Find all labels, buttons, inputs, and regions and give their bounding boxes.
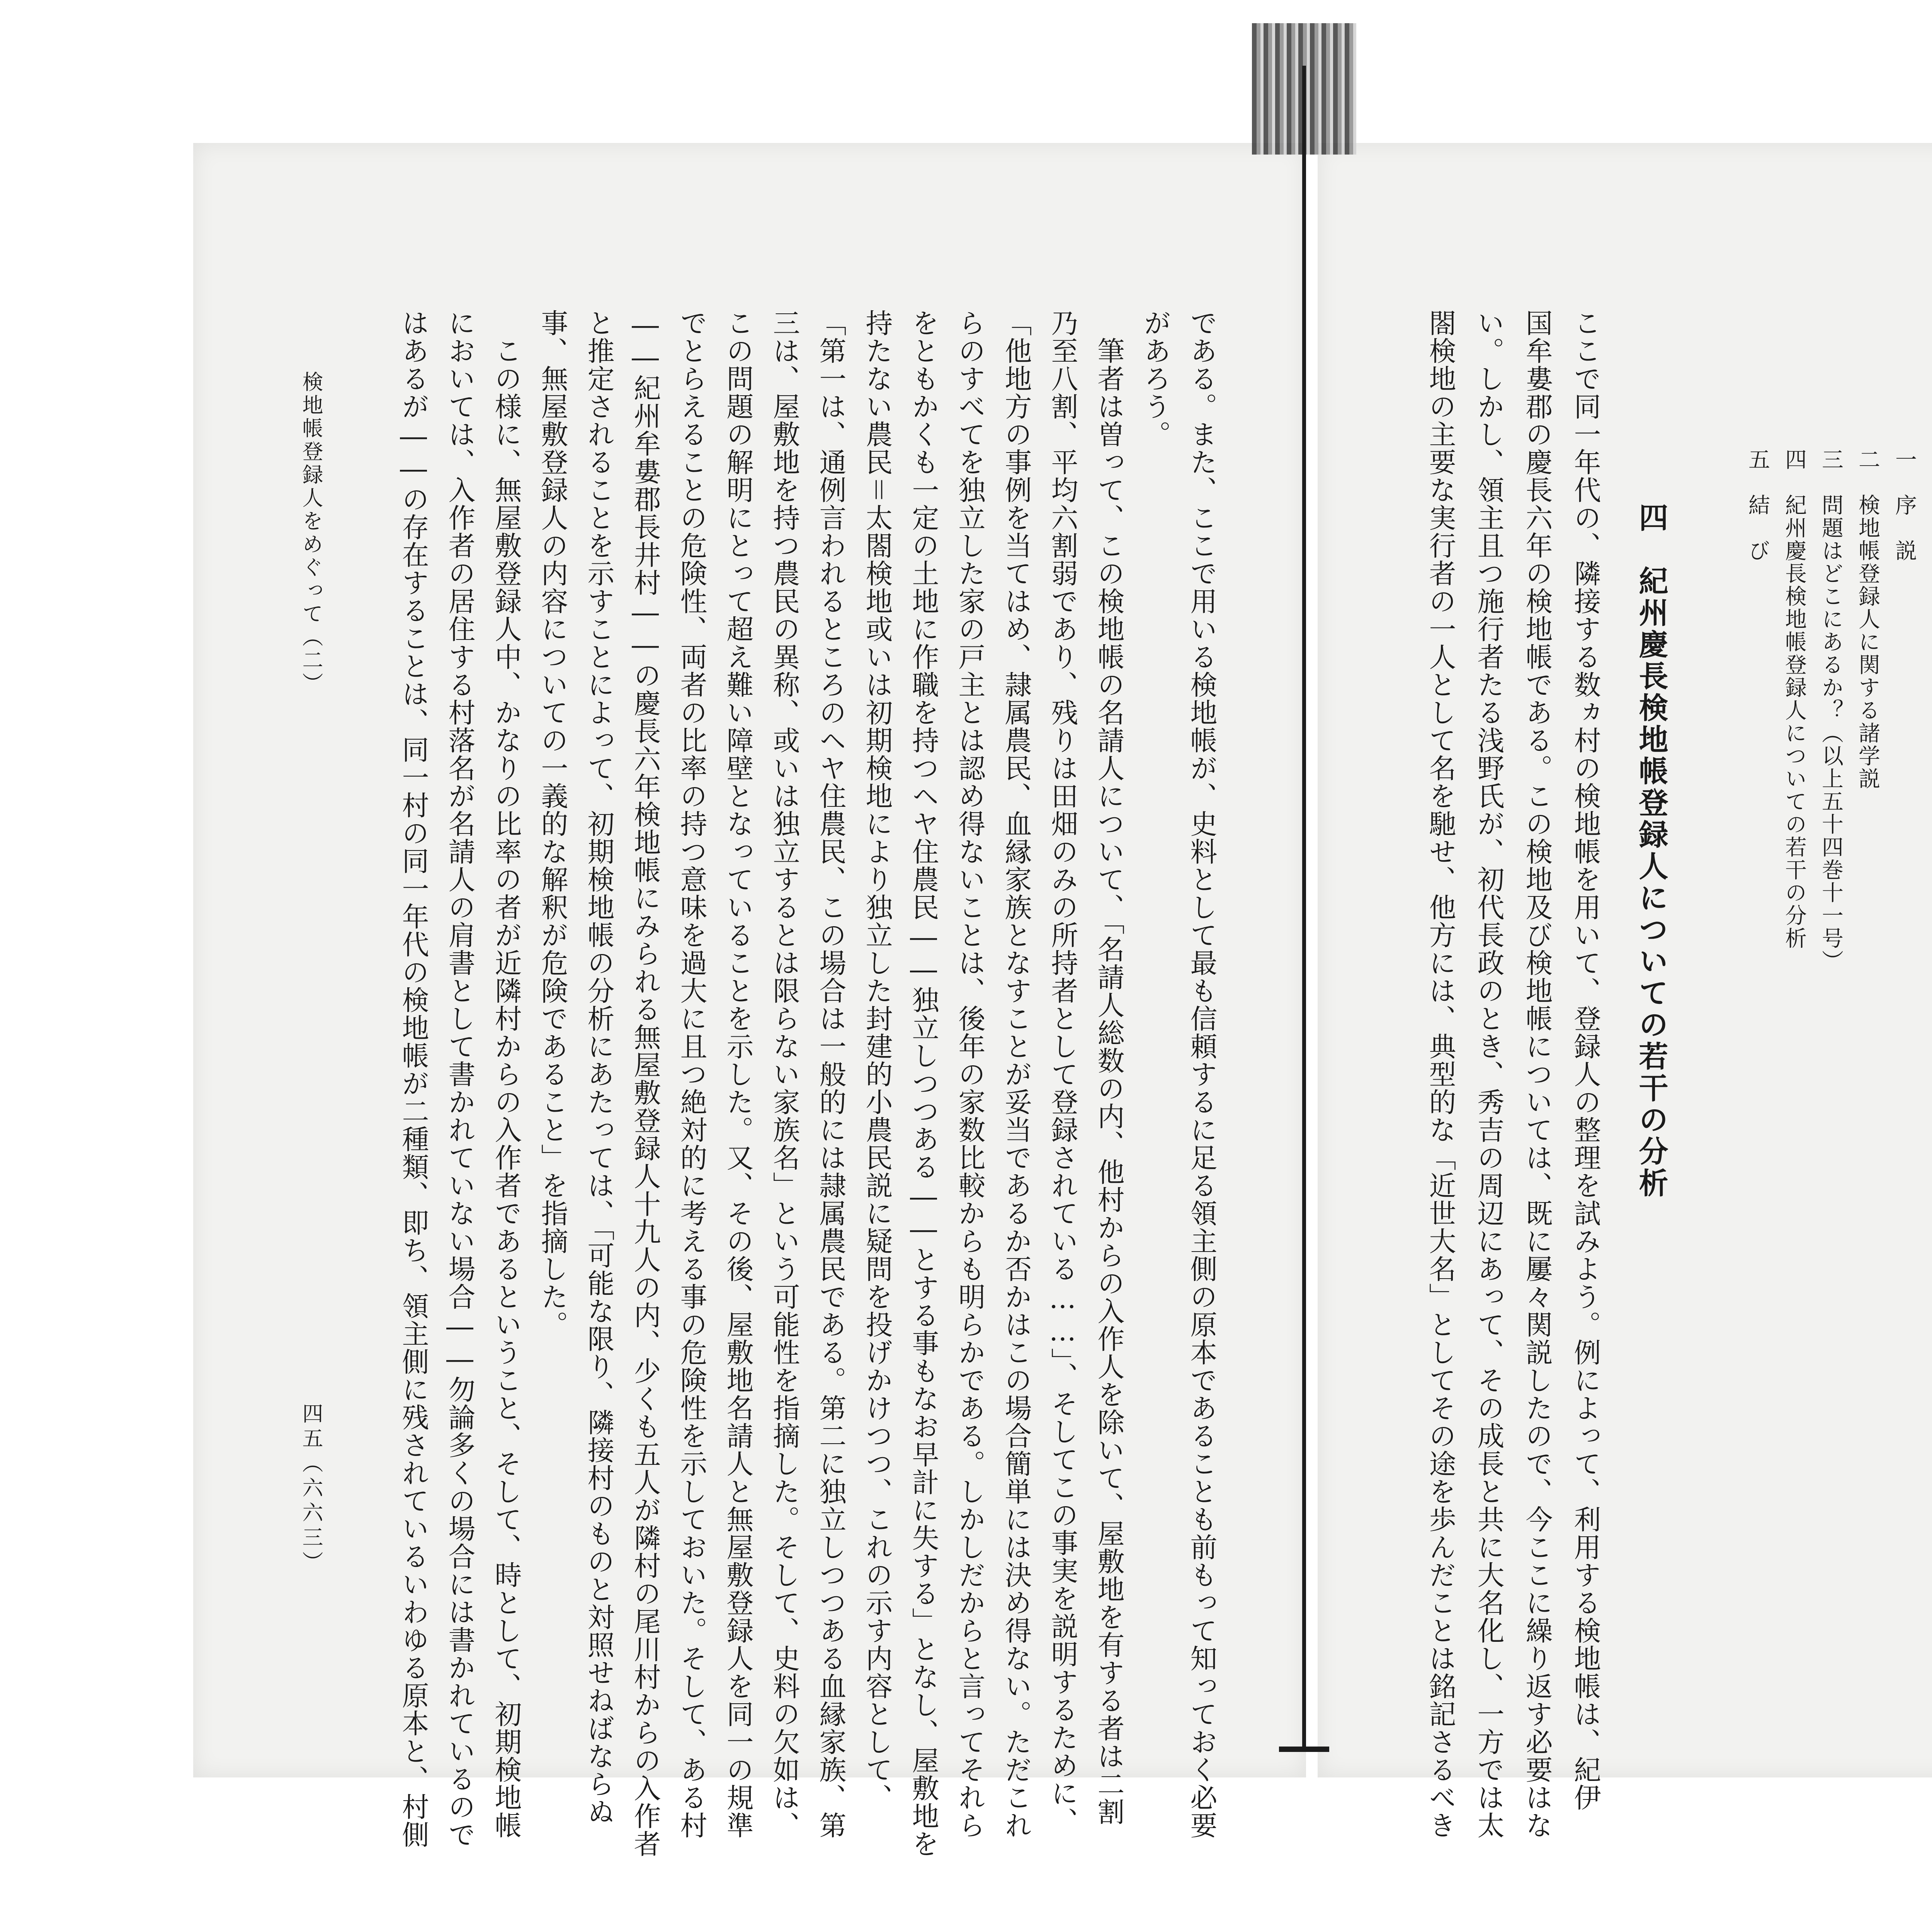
left-text-line-8: 持たない農民＝太閤検地或いは初期検地により独立した封建的小農民説に疑問を投げかけつつ、これの示す内容として、 [861,309,893,1811]
left-text-line-3: 筆者は曽って、この検地帳の名請人について、「名請人総数の内、他村からの入作人を除いて、屋敷地を有する者は二割 [1093,309,1125,1826]
left-text-line-4: 乃至八割、平均六割弱であり、残りは田畑のみの所持者として登録されている……」、そしてこの事実を説明するために、 [1047,309,1078,1835]
section-heading: 四 紀州慶長検地帳登録人についての若干の分析 [1634,502,1668,1199]
left-text-line-1: である。また、ここで用いる検地帳が、史料として最も信頼するに足る領主側の原本であることも前もって知っておく必要 [1186,309,1218,1839]
left-text-line-16: この様に、無屋敷登録人中、かなりの比率の者が近隣村からの入作者であるということ、そして、時として、初期検地帳 [490,309,522,1839]
folio-left: 四五（六六三） [299,1403,323,1576]
left-text-line-17: においては、入作者の居住する村落名が名請人の肩書として書かれていない場合――勿論多くの場合には書かれているので [444,309,476,1849]
left-text-line-12: でとらえることの危険性、両者の比率の持つ意味を過大に且つ絶対的に考える事の危険性を示しておいた。そして、ある村 [676,309,707,1839]
left-text-line-13: ――紀州牟婁郡長井村――の慶長六年検地帳にみられる無屋敷登録人十九人の内、少くも五人が隣村の尾川村からの入作者 [629,309,661,1858]
left-text-line-14: と推定されることを示すことによって、初期検地帳の分析にあたっては、「可能な限り、隣接村のものと対照せねばならぬ [583,309,615,1826]
left-text-line-5: 「他地方の事例を当てはめ、隷属農民、血縁家族となすことが妥当であるか否かはこの場合簡単には決め得ない。ただこれ [1000,309,1032,1839]
binding-gutter-foot [1279,1747,1329,1752]
left-text-line-9: 「第一は、通例言われるところのヘヤ住農民、この場合は一般的には隷属農民である。第二に独立しつつある血縁家族、第 [815,309,847,1839]
left-text-line-6: らのすべてを独立した家の戸主とは認め得ないことは、後年の家数比較からも明らかである。しかしだからと言ってそれら [954,309,986,1839]
left-text-line-7: をともかくも一定の土地に作職を持つヘヤ住農民――独立しつつある――とする事もなお早計に失する」となし、屋敷地を [908,309,939,1858]
toc-item-4: 四 紀州慶長検地帳登録人についての若干の分析 [1782,448,1807,950]
toc-item-5: 五 結 び [1745,448,1770,562]
left-text-line-11: この問題の解明にとって超え難い障壁となっていることを示した。又、その後、屋敷地名請人と無屋敷登録人を同一の規準 [722,309,754,1839]
left-text-line-10: 三は、屋敷地を持つ農民の異称、或いは独立するとは限らない家族名」という可能性を指摘した。そして、史料の欠如は、 [769,309,800,1839]
toc-item-3: 三 問題はどこにあるか？（以上五十四巻十一号） [1818,448,1844,973]
left-text-line-18: はあるが――の存在することは、同一村の同一年代の検地帳が二種類、即ち、領主側に残されているいわゆる原本と、村側 [398,309,429,1849]
running-header: 検地帳登録人をめぐって（二） [299,371,323,696]
right-text-line-2: 国牟婁郡の慶長六年の検地帳である。この検地及び検地帳については、既に屢々関説したので、今ここに繰り返す必要はな [1521,309,1553,1839]
binding-gutter-line [1302,66,1306,1750]
right-text-line-3: い。しかし、領主且つ施行者たる浅野氏が、初代長政のとき、秀吉の周辺にあって、その成長と共に大名化し、一方では太 [1473,309,1505,1839]
right-text-line-4: 閤検地の主要な実行者の一人として名を馳せ、他方には、典型的な「近世大名」としてその途を歩んだことは銘記さるべき [1425,309,1456,1839]
left-text-line-15: 事、無屋敷登録人の内容についての一義的な解釈が危険であること」を指摘した。 [537,309,568,1338]
right-text-line-1: ここで同一年代の、隣接する数ヵ村の検地帳を用いて、登録人の整理を試みよう。例によって、利用する検地帳は、紀伊 [1570,309,1601,1811]
toc-item-1: 一 序 説 [1892,448,1917,562]
left-text-line-2: があろう。 [1139,309,1171,448]
toc-item-2: 二 検地帳登録人に関する諸学説 [1855,448,1880,790]
